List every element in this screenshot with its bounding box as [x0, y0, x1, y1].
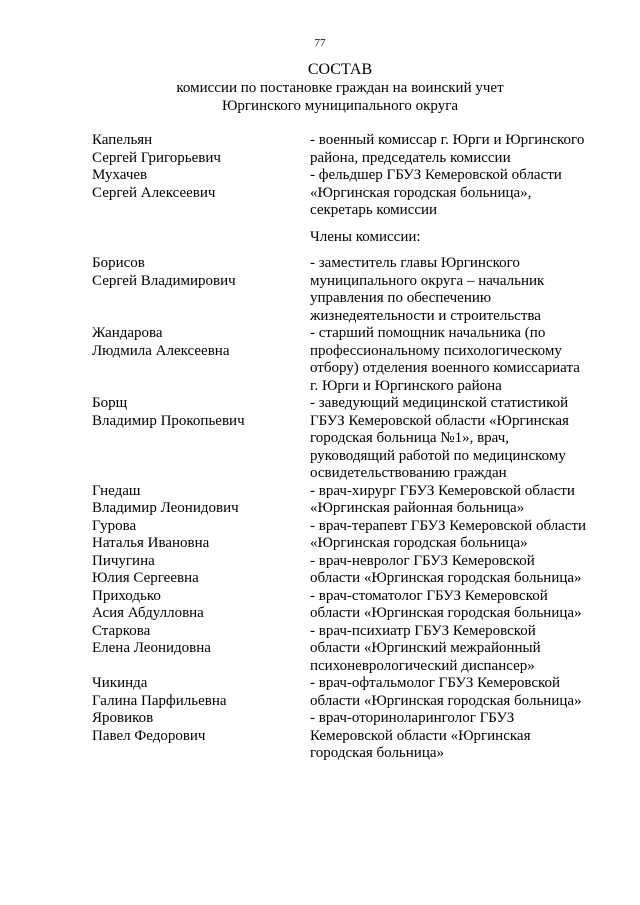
- person-entry: [92, 710, 612, 763]
- person-surname: Борщ: [92, 395, 128, 411]
- leadership-list: [92, 132, 612, 220]
- person-given-name: Людмила Алексеевна: [92, 342, 230, 359]
- person-name: [92, 132, 310, 167]
- person-entry: [92, 325, 612, 395]
- document-subtitle-line-2: Юргинского муниципального округа: [221, 98, 459, 114]
- person-role: - военный комиссар г. Юрги и Юргинского района, председатель комиссии: [310, 132, 585, 166]
- person-name: [92, 325, 310, 395]
- person-given-name: Владимир Прокопьевич: [92, 412, 245, 429]
- person-name: [92, 675, 310, 710]
- person-role: - врач-невролог ГБУЗ Кемеровской области «Юргинская городская больница»: [310, 552, 582, 586]
- person-given-name: Сергей Григорьевич: [92, 149, 221, 166]
- person-surname: Мухачев: [92, 167, 148, 183]
- person-entry: [92, 132, 612, 167]
- person-given-name: Владимир Леонидович: [92, 500, 239, 516]
- page-number: 77: [314, 37, 326, 49]
- person-given-name: Сергей Алексеевич: [92, 184, 216, 201]
- person-name: [92, 518, 310, 553]
- person-given-name: Елена Леонидовна: [92, 640, 211, 656]
- person-name: [92, 710, 310, 763]
- person-surname: Борисов: [92, 255, 145, 271]
- person-entry: [92, 588, 612, 623]
- person-given-name: Юлия Сергеевна: [92, 570, 199, 586]
- person-role: - врач-психиатр ГБУЗ Кемеровской области «Юргинский межрайонный психоневрологический диспансер»: [310, 622, 541, 674]
- person-name: [92, 395, 310, 483]
- person-name: [92, 588, 310, 623]
- document-heading: [150, 60, 530, 115]
- person-given-name: Наталья Ивановна: [92, 535, 210, 551]
- person-role: - заместитель главы Юргинского муниципального округа – начальник управления по обеспечению жизнедеятельности и строительства: [310, 255, 545, 324]
- person-entry: [92, 553, 612, 588]
- person-role: - фельдшер ГБУЗ Кемеровской области «Юргинская городская больница», секретарь комиссии: [310, 167, 562, 218]
- person-surname: Чикинда: [92, 675, 148, 691]
- document-subtitle-line-1: комиссии по постановке граждан на воинский учет: [176, 80, 504, 96]
- person-given-name: Асия Абдулловна: [92, 605, 204, 621]
- members-list: [92, 255, 612, 763]
- document-title: СОСТАВ: [307, 61, 373, 78]
- person-surname: Приходько: [92, 587, 161, 604]
- person-surname: Жандарова: [92, 325, 163, 341]
- person-entry: [92, 675, 612, 710]
- person-given-name: Сергей Владимирович: [92, 272, 236, 289]
- person-entry: [92, 623, 612, 676]
- person-name: [92, 553, 310, 588]
- person-entry: [92, 518, 612, 553]
- person-role: - врач-стоматолог ГБУЗ Кемеровской области «Юргинская городская больница»: [310, 587, 582, 621]
- person-entry: [92, 255, 612, 325]
- person-name: [92, 167, 310, 220]
- person-role: - врач-офтальмолог ГБУЗ Кемеровской области «Юргинская городская больница»: [310, 675, 582, 709]
- person-surname: Гурова: [92, 517, 137, 534]
- person-entry: [92, 395, 612, 483]
- person-surname: Пичугина: [92, 552, 155, 569]
- person-entry: [92, 167, 612, 220]
- person-role: - врач-хирург ГБУЗ Кемеровской области «Юргинская районная больница»: [310, 482, 575, 516]
- person-role: - врач-оториноларинголог ГБУЗ Кемеровской области «Юргинская городская больница»: [310, 710, 531, 761]
- person-surname: Яровиков: [92, 710, 154, 726]
- person-entry: [92, 483, 612, 518]
- person-role: - старший помощник начальника (по профессиональному психологическому отбору) отделения военного комиссариата г. Юрги и Юргинского района: [310, 325, 580, 394]
- person-surname: Гнедаш: [92, 482, 141, 499]
- person-given-name: Павел Федорович: [92, 727, 206, 744]
- person-name: [92, 255, 310, 325]
- person-role: - врач-терапевт ГБУЗ Кемеровской области «Юргинская городская больница»: [310, 517, 587, 551]
- person-surname: Капельян: [92, 132, 153, 148]
- members-section-label: Члены комиссии:: [310, 229, 421, 245]
- person-name: [92, 623, 310, 676]
- person-surname: Старкова: [92, 622, 151, 639]
- person-given-name: Галина Парфильевна: [92, 692, 227, 709]
- person-name: [92, 483, 310, 518]
- person-role: - заведующий медицинской статистикой ГБУЗ Кемеровской области «Юргинская городская больница №1», врач, руководящий работой по медицинскому освидетельствованию граждан: [310, 395, 569, 481]
